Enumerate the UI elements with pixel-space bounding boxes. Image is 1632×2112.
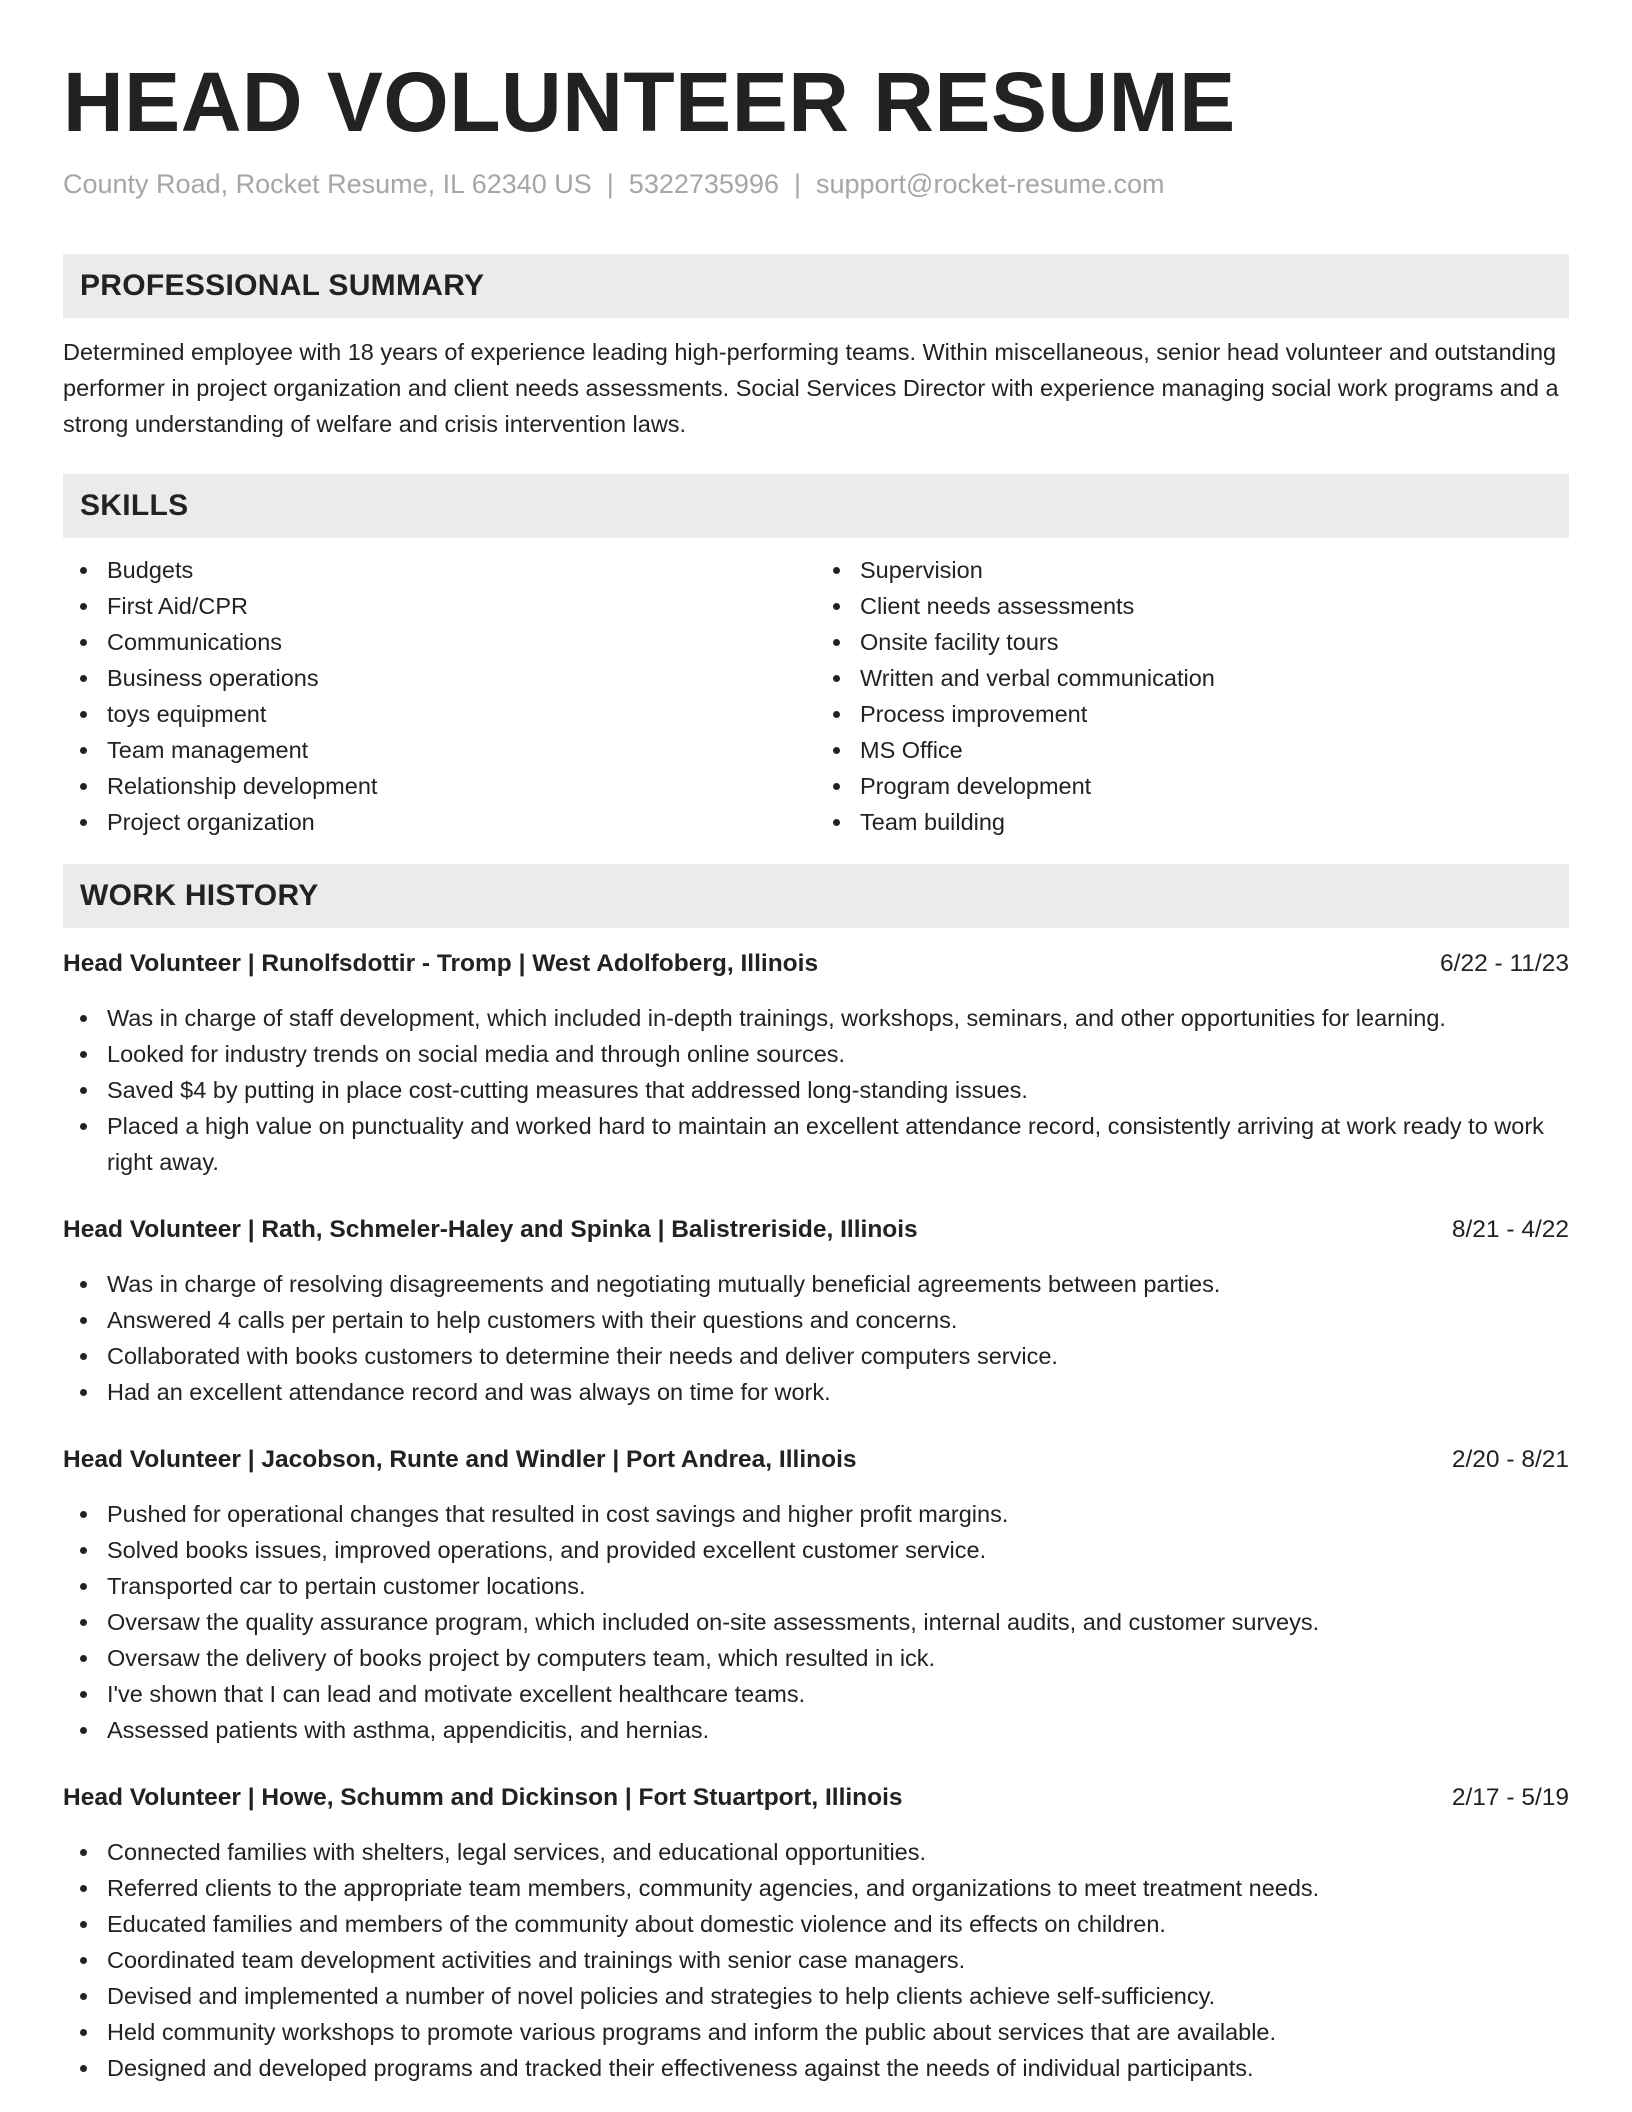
job-dates: 2/17 - 5/19 — [1451, 1784, 1569, 1811]
job-bullet: Oversaw the delivery of books project by computers team, which resulted in ick. — [63, 1640, 1569, 1676]
skills-column-left — [63, 552, 816, 840]
job-dates: 6/22 - 11/23 — [1440, 950, 1569, 977]
summary-text: Determined employee with 18 years of experience leading high-performing teams. Within miscellaneous, senior head volunteer and outstanding performer in project organization and client needs assessments. Social Services Director with experience managing social work programs and a strong understanding of welfare and crisis intervention laws. — [63, 339, 1559, 437]
work-history-section-header — [63, 864, 1569, 928]
job-entry — [63, 1212, 1569, 1410]
skill-item: Program development — [816, 768, 1569, 804]
contact-phone: 5322735996 — [628, 169, 779, 199]
job-bullet: Oversaw the quality assurance program, which included on-site assessments, internal audits, and customer surveys. — [63, 1604, 1569, 1640]
job-bullet: Coordinated team development activities and trainings with senior case managers. — [63, 1942, 1569, 1978]
job-bullet: Connected families with shelters, legal services, and educational opportunities. — [63, 1834, 1569, 1870]
job-title: Head Volunteer | Rath, Schmeler-Haley and Spinka | Balistreriside, Illinois — [63, 1216, 918, 1243]
job-bullet: Designed and developed programs and tracked their effectiveness against the needs of individual participants. — [63, 2050, 1569, 2086]
job-bullet: Pushed for operational changes that resulted in cost savings and higher profit margins. — [63, 1496, 1569, 1532]
job-bullet: Was in charge of resolving disagreements and negotiating mutually beneficial agreements between parties. — [63, 1266, 1569, 1302]
job-bullet: Placed a high value on punctuality and worked hard to maintain an excellent attendance record, consistently arriving at work ready to work right away. — [63, 1108, 1569, 1180]
job-header — [63, 1442, 1569, 1478]
skill-item: Team management — [63, 732, 816, 768]
job-entry — [63, 1442, 1569, 1748]
contact-email: support@rocket-resume.com — [815, 169, 1165, 199]
job-title: Head Volunteer | Howe, Schumm and Dickinson | Fort Stuartport, Illinois — [63, 1784, 903, 1811]
summary-section-header — [63, 254, 1569, 318]
job-bullet: Educated families and members of the community about domestic violence and its effects on children. — [63, 1906, 1569, 1942]
skill-item: Relationship development — [63, 768, 816, 804]
job-bullet: Was in charge of staff development, which included in-depth trainings, workshops, seminars, and other opportunities for learning. — [63, 1000, 1569, 1036]
summary-heading: PROFESSIONAL SUMMARY — [80, 269, 485, 302]
skills-section-header — [63, 474, 1569, 538]
job-bullet: Collaborated with books customers to determine their needs and deliver computers service. — [63, 1338, 1569, 1374]
resume-title: HEAD VOLUNTEER RESUME — [63, 55, 1236, 149]
job-header — [63, 946, 1569, 982]
contact-line — [63, 166, 1569, 202]
job-dates: 8/21 - 4/22 — [1451, 1216, 1569, 1243]
skill-item: Onsite facility tours — [816, 624, 1569, 660]
job-title: Head Volunteer | Jacobson, Runte and Windler | Port Andrea, Illinois — [63, 1446, 857, 1473]
contact-address: County Road, Rocket Resume, IL 62340 US — [63, 169, 592, 199]
skill-item: MS Office — [816, 732, 1569, 768]
job-bullet: Devised and implemented a number of novel policies and strategies to help clients achieve self-sufficiency. — [63, 1978, 1569, 2014]
skill-item: Supervision — [816, 552, 1569, 588]
skill-item: Project organization — [63, 804, 816, 840]
job-bullet: I've shown that I can lead and motivate excellent healthcare teams. — [63, 1676, 1569, 1712]
skills-heading: SKILLS — [80, 489, 189, 522]
job-dates: 2/20 - 8/21 — [1451, 1446, 1569, 1473]
skill-item: Business operations — [63, 660, 816, 696]
job-header — [63, 1780, 1569, 1816]
work-history-heading: WORK HISTORY — [80, 879, 319, 912]
job-bullet: Transported car to pertain customer locations. — [63, 1568, 1569, 1604]
contact-separator: | — [793, 169, 801, 199]
work-history-list — [63, 946, 1569, 2086]
job-title: Head Volunteer | Runolfsdottir - Tromp | West Adolfoberg, Illinois — [63, 950, 819, 977]
job-bullet: Assessed patients with asthma, appendicitis, and hernias. — [63, 1712, 1569, 1748]
skill-item: Written and verbal communication — [816, 660, 1569, 696]
job-bullets — [63, 1266, 1569, 1410]
skill-item: Communications — [63, 624, 816, 660]
job-entry — [63, 1780, 1569, 2086]
job-bullets — [63, 1834, 1569, 2086]
skills-column-right — [816, 552, 1569, 840]
job-bullet: Solved books issues, improved operations, and provided excellent customer service. — [63, 1532, 1569, 1568]
job-bullet: Had an excellent attendance record and was always on time for work. — [63, 1374, 1569, 1410]
job-bullet: Answered 4 calls per pertain to help customers with their questions and concerns. — [63, 1302, 1569, 1338]
job-entry — [63, 946, 1569, 1180]
job-header — [63, 1212, 1569, 1248]
job-bullet: Held community workshops to promote various programs and inform the public about services that are available. — [63, 2014, 1569, 2050]
job-bullet: Saved $4 by putting in place cost-cutting measures that addressed long-standing issues. — [63, 1072, 1569, 1108]
job-bullets — [63, 1496, 1569, 1748]
job-bullets — [63, 1000, 1569, 1180]
contact-separator: | — [606, 169, 614, 199]
skill-item: First Aid/CPR — [63, 588, 816, 624]
skill-item: Team building — [816, 804, 1569, 840]
skill-item: Process improvement — [816, 696, 1569, 732]
skill-item: Budgets — [63, 552, 816, 588]
job-bullet: Referred clients to the appropriate team members, community agencies, and organizations to meet treatment needs. — [63, 1870, 1569, 1906]
skills-list — [63, 552, 1569, 840]
job-bullet: Looked for industry trends on social media and through online sources. — [63, 1036, 1569, 1072]
skill-item: toys equipment — [63, 696, 816, 732]
skill-item: Client needs assessments — [816, 588, 1569, 624]
